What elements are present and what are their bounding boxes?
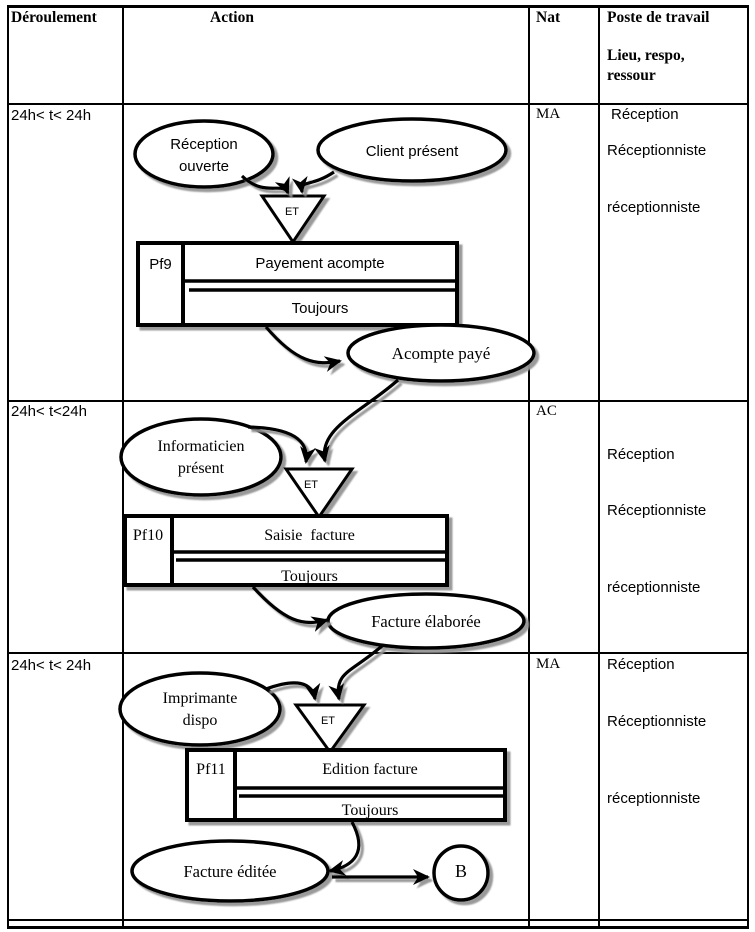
header-poste-sub2: ressour [607,67,656,84]
row1-output-label: Acompte payé [391,344,491,363]
row1-poste-1: Réception [611,106,679,123]
arrow-pf10-to-facture [253,587,327,623]
row3-terminal-label: B [454,861,467,881]
row3-et-label: ET [320,715,336,727]
row3-duration: 24h< t< 24h [11,657,92,674]
row2-et-label: ET [303,479,319,491]
row3-process-id: Pf11 [196,761,226,778]
header-deroulement: Déroulement [11,9,97,26]
header-action: Action [210,9,254,26]
header-poste-sub1: Lieu, respo, [607,47,685,64]
arrow-acompte-to-et2 [324,380,398,461]
row1-process-id: Pf9 [149,256,172,273]
row3-output-label: Facture éditée [183,862,277,881]
row2-input1-label: Informaticien présent [157,438,249,477]
arrow-client-to-et [302,172,334,192]
row3-process-action: Edition facture [322,761,418,778]
row3-poste-1: Réception [607,656,675,673]
row1-nat: MA [536,106,561,122]
header-poste-title: Poste de travail [607,9,710,26]
row2-nat: AC [536,403,557,419]
row1-process-condition: Toujours [291,300,349,317]
row2-output-label: Facture élaborée [371,612,481,631]
row1-poste-3: réceptionniste [607,199,701,216]
row1-duration: 24h< t< 24h [11,107,92,124]
row2-process-id: Pf10 [132,527,164,544]
row3-nat: MA [536,656,561,672]
row1-input1-label: Réception ouverte [170,136,242,175]
row2-process-condition: Toujours [281,568,338,584]
header-nat: Nat [536,9,561,26]
row2-poste-2: Réceptionniste [607,502,707,519]
row1-poste-2: Réceptionniste [607,142,707,159]
row1-input2-label: Client présent [365,143,459,160]
row2-poste-1: Réception [607,446,675,463]
row2-poste-3: réceptionniste [607,579,701,596]
row3-input1-label: Imprimante dispo [162,690,242,729]
row2-process-action: Saisie facture [264,527,355,544]
row3-poste-3: réceptionniste [607,790,701,807]
row1-process-action: Payement acompte [255,255,385,272]
arrow-pf11-to-editee [330,822,359,871]
row3-process-condition: Toujours [341,802,399,818]
row2-duration: 24h< t<24h [11,403,87,420]
row1-et-label: ET [284,206,300,218]
row3-poste-2: Réceptionniste [607,713,707,730]
arrow-facture-to-et3 [338,646,382,699]
arrow-pf9-to-acompte [266,327,340,363]
